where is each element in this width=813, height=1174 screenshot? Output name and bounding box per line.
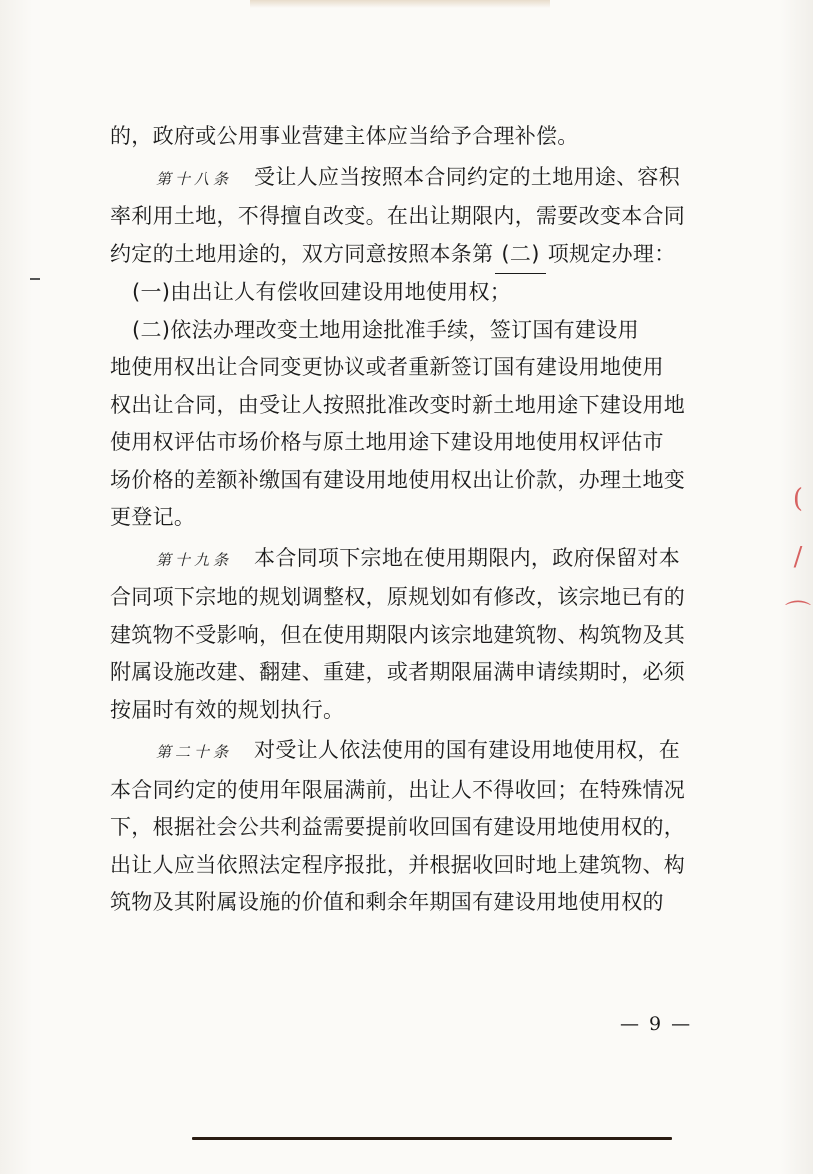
text-line: 按届时有效的规划执行。: [110, 697, 345, 722]
text-line: 附属设施改建、翻建、重建，或者期限届满申请续期时，必须: [110, 660, 686, 684]
text-span: 对受让人依法使用的国有建设用地使用权，在: [254, 738, 681, 762]
page-number: — 9 —: [620, 1013, 693, 1035]
text-line: 下，根据社会公共利益需要提前收回国有建设用地使用权的，: [110, 815, 686, 839]
red-seal-fragment: ( / ⌒: [784, 484, 811, 630]
text-line: 合同项下宗地的规划调整权，原规划如有修改，该宗地已有的: [110, 585, 686, 609]
text-line: 建筑物不受影响，但在使用期限内该宗地建筑物、构筑物及其: [110, 622, 686, 647]
list-item: (一)由出让人有偿收回建设用地使用权；: [132, 280, 512, 304]
text-line: 场价格的差额补缴国有建设用地使用权出让价款，办理土地变: [110, 467, 686, 492]
text-line: 地使用权出让合同变更协议或者重新签订国有建设用地使用: [110, 355, 664, 379]
scan-edge-shadow: [250, 0, 550, 8]
bottom-rule: [192, 1137, 672, 1140]
text-line: 本合同约定的使用年限届满前，出让人不得收回；在特殊情况: [110, 777, 686, 802]
text-span: 项规定办理：: [547, 241, 676, 266]
text-line: 更登记。: [110, 505, 196, 529]
text-line: 的，政府或公用事业营建主体应当给予合理补偿。: [110, 124, 579, 148]
article-18-heading-line: [110, 159, 690, 199]
text-line: 使用权评估市场价格与原土地用途下建设用地使用权评估市: [110, 430, 664, 454]
text-line: 筑物及其附属设施的价值和剩余年期国有建设用地使用权的: [110, 890, 664, 914]
binding-mark: [30, 278, 40, 280]
text-line: 权出让合同，由受让人按照批准改变时新土地用途下建设用地: [110, 392, 686, 417]
article-18-label: 第十八条: [156, 169, 233, 188]
article-19-heading-line: [110, 540, 690, 580]
article-20-heading-line: [110, 732, 690, 772]
text-line: [110, 236, 690, 275]
filled-blank: (二): [495, 236, 545, 275]
text-span: 本合同项下宗地在使用期限内，政府保留对本: [254, 545, 681, 570]
text-span: 约定的土地用途的，双方同意按照本条第: [110, 241, 494, 266]
text-line: 出让人应当依照法定程序报批，并根据收回时地上建筑物、构: [110, 852, 686, 877]
article-19-label: 第十九条: [156, 550, 233, 569]
text-line: 率利用土地，不得擅自改变。在出让期限内，需要改变本合同: [110, 204, 686, 228]
list-item: (二)依法办理改变土地用途批准手续，签订国有建设用: [132, 317, 639, 342]
document-body: [110, 118, 690, 922]
text-span: 受让人应当按照本合同约定的土地用途、容积: [254, 164, 681, 189]
article-20-label: 第二十条: [156, 743, 233, 761]
